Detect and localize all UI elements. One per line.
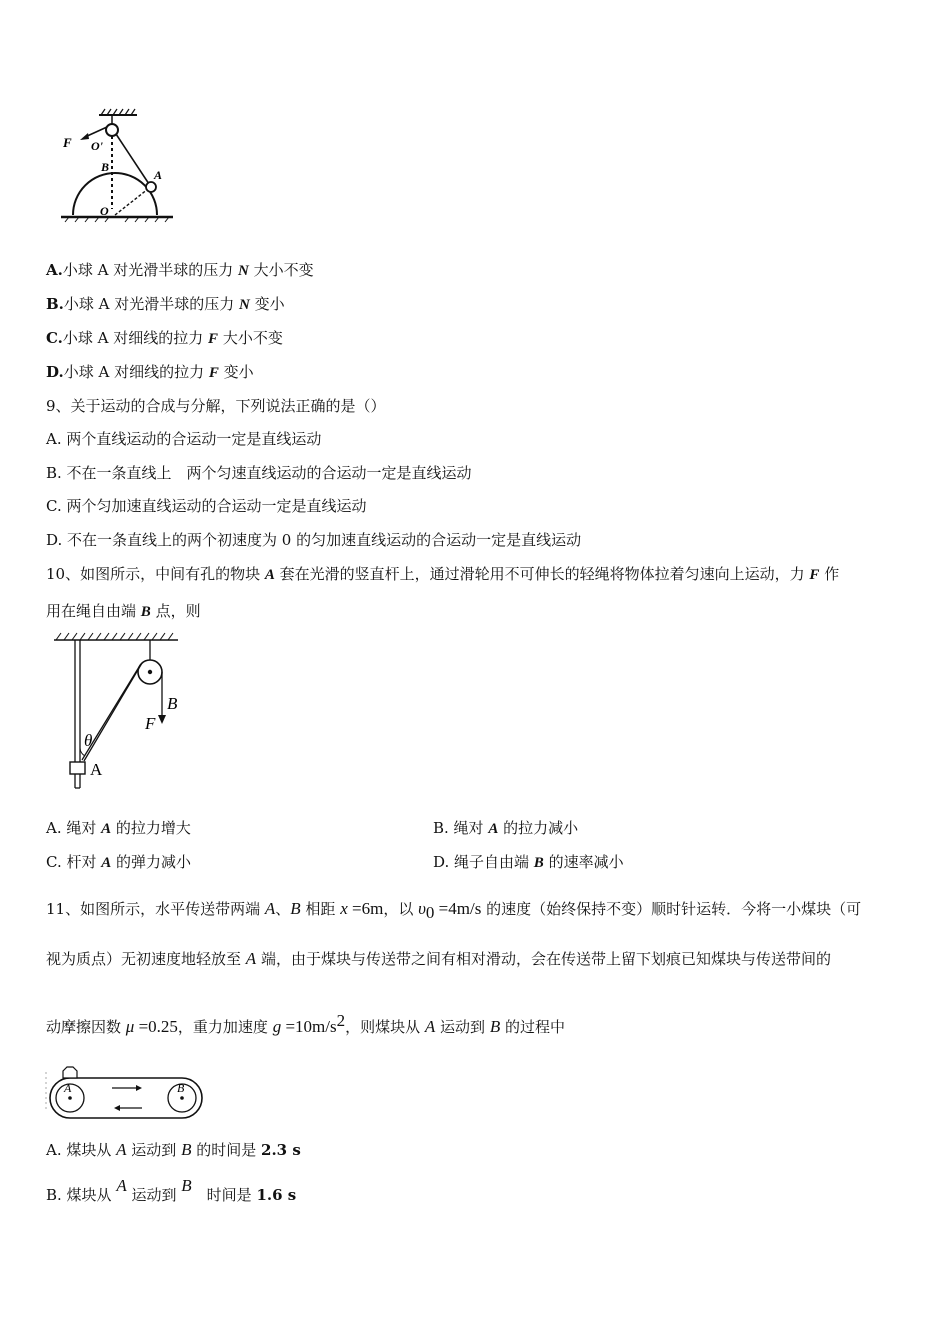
q11-var-a2: A [245, 949, 257, 968]
force-label-f: F [145, 714, 156, 733]
q9-option-b: B. 不在一条直线上 两个匀速直线运动的合运动一定是直线运动 [46, 464, 472, 482]
q11-var-x: x [340, 899, 348, 918]
q8-option-c [46, 327, 283, 350]
q10-stem-text-1: 10、如图所示，中间有孔的物块 [46, 565, 265, 583]
q8-option-b [46, 293, 285, 316]
q8-option-a-text: 小球 A 对光滑半球的压力 [62, 261, 239, 279]
q10-option-c [46, 851, 191, 874]
q11-text-5: 视为质点）无初速度地轻放至 [46, 950, 246, 968]
q10-var-a: A [264, 567, 275, 583]
q10-stem-line1 [46, 563, 839, 586]
q11-option-a-time: 2.3 s [261, 1141, 301, 1159]
q11-text-6: 端，由于煤块与传送带之间有相对滑动，会在传送带上留下划痕已知煤块与传送带间的 [256, 950, 831, 968]
pulley-label: O' [91, 139, 103, 153]
q11-text-11: 的过程中 [500, 1018, 565, 1036]
q11-mu-value: =0.25 [134, 1017, 178, 1036]
point-label-b: B [101, 160, 110, 174]
q8-option-a-var: N [238, 263, 249, 279]
q10-option-d [433, 851, 624, 874]
q11-text-7: 动摩擦因数 [46, 1018, 126, 1036]
q11-option-b-time: 1.6 s [256, 1186, 297, 1204]
q9-stem: 9、关于运动的合成与分解，下列说法正确的是（） [46, 397, 386, 415]
q10-option-c-var: A [101, 855, 112, 871]
q8-option-d-text: 小球 A 对细线的拉力 [63, 363, 209, 381]
conveyor-belt-figure [44, 1062, 209, 1124]
q10-stem-text-2: 套在光滑的竖直杆上，通过滑轮用不可伸长的轻绳将物体拉着匀速向上运动，力 [274, 565, 810, 583]
q11-option-a [46, 1139, 301, 1161]
q11-text-10: 运动到 [435, 1018, 490, 1036]
q11-var-b3: B [489, 1017, 501, 1036]
q11-var-mu: μ [125, 1017, 135, 1036]
q11-option-a-var-b: B [181, 1140, 192, 1159]
q8-option-a [46, 259, 314, 282]
q9-option-d: D. 不在一条直线上的两个初速度为 0 的匀加速直线运动的合运动一定是直线运动 [46, 531, 582, 549]
q11-text-4: 的速度（始终保持不变）顺时针运转．今将一小煤块（可 [481, 900, 862, 918]
q11-v-value: =4m/s [434, 899, 482, 918]
center-label-o: O [100, 204, 109, 218]
q10-option-d-text: D. 绳子自由端 [433, 853, 534, 871]
q8-option-c-var: F [208, 331, 219, 347]
q11-option-a-var-a: A [116, 1140, 127, 1159]
q10-stem-text-3: 作 [819, 565, 840, 583]
q11-stem-line1 [46, 898, 861, 924]
q11-option-b-text: B. 煤块从 [46, 1186, 117, 1204]
q8-option-a-tail: 大小不变 [248, 261, 314, 279]
q8-option-c-letter: C. [46, 329, 63, 347]
q11-v-sub: 0 [425, 903, 435, 922]
q10-option-a-text: A. 绳对 [46, 819, 102, 837]
q11-sep: 、 [275, 900, 291, 918]
q11-var-a: A [264, 899, 276, 918]
wheel-label-b: B [177, 1081, 185, 1095]
q10-option-b [433, 817, 578, 840]
q11-stem-line2 [46, 948, 831, 970]
q10-option-c-tail: 的弹力减小 [111, 853, 192, 871]
ball-label-a: A [154, 168, 163, 182]
q11-option-b-var-b: B [181, 1176, 192, 1195]
q11-option-a-text-2: 运动到 [126, 1141, 182, 1159]
q8-option-b-letter: B. [46, 295, 64, 313]
q11-x-value: =6m [347, 899, 384, 918]
force-label-f: F [63, 135, 72, 150]
q11-text-1: 11、如图所示，水平传送带两端 [46, 900, 265, 918]
q10-var-f: F [809, 567, 820, 583]
q10-var-b: B [140, 604, 151, 620]
q8-option-c-text: 小球 A 对细线的拉力 [62, 329, 209, 347]
q11-var-v: υ [418, 899, 426, 918]
q8-option-c-tail: 大小不变 [218, 329, 283, 347]
angle-theta-label: θ [84, 731, 93, 750]
hemisphere-pulley-figure [55, 105, 180, 230]
q8-option-d-letter: D. [46, 363, 64, 381]
end-label-b: B [167, 694, 178, 713]
q10-option-b-var: A [488, 821, 499, 837]
q9-option-a: A. 两个直线运动的合运动一定是直线运动 [46, 430, 322, 448]
q11-option-b-var-a: A [116, 1176, 127, 1195]
q10-stem-text-4: 用在绳自由端 [46, 602, 141, 620]
q11-option-b [46, 1176, 297, 1206]
q9-option-c: C. 两个匀加速直线运动的合运动一定是直线运动 [46, 497, 367, 515]
q8-option-d-var: F [208, 365, 219, 381]
q8-option-b-text: 小球 A 对光滑半球的压力 [63, 295, 240, 313]
q10-stem-text-5: 点，则 [150, 602, 201, 620]
q10-option-b-tail: 的拉力减小 [498, 819, 579, 837]
q11-text-8: ，重力加速度 [177, 1018, 273, 1036]
q11-text-2: 相距 [300, 900, 341, 918]
q11-var-b: B [290, 899, 301, 918]
q8-option-d [46, 361, 254, 384]
q11-option-a-text: A. 煤块从 [46, 1141, 117, 1159]
q8-option-d-tail: 变小 [218, 363, 254, 381]
q11-var-g: g [272, 1017, 282, 1036]
q10-option-a-tail: 的拉力增大 [111, 819, 191, 837]
q10-option-d-var: B [533, 855, 544, 871]
q11-option-b-text-2: 运动到 [126, 1186, 182, 1204]
q10-option-a-var: A [101, 821, 112, 837]
rod-pulley-figure [50, 630, 190, 795]
q11-text-9: ，则煤块从 [345, 1018, 425, 1036]
q8-option-b-var: N [239, 297, 250, 313]
q10-option-c-text: C. 杆对 [46, 853, 102, 871]
q10-stem-line2 [46, 600, 201, 623]
q10-option-d-tail: 的速率减小 [543, 853, 624, 871]
q11-g-sup: 2 [336, 1011, 346, 1030]
q8-option-a-letter: A. [46, 261, 63, 279]
q11-stem-line3 [46, 1010, 565, 1038]
q11-var-a3: A [424, 1017, 436, 1036]
q11-g-value: =10m/s [281, 1017, 337, 1036]
q11-option-b-text-3: 时间是 [191, 1186, 257, 1204]
q10-option-a [46, 817, 191, 840]
q11-option-a-text-3: 的时间是 [191, 1141, 262, 1159]
q11-text-3: ，以 [383, 900, 419, 918]
q10-option-b-text: B. 绳对 [433, 819, 489, 837]
block-label-a: A [90, 760, 103, 779]
q8-option-b-tail: 变小 [249, 295, 285, 313]
wheel-label-a: A [64, 1081, 72, 1095]
